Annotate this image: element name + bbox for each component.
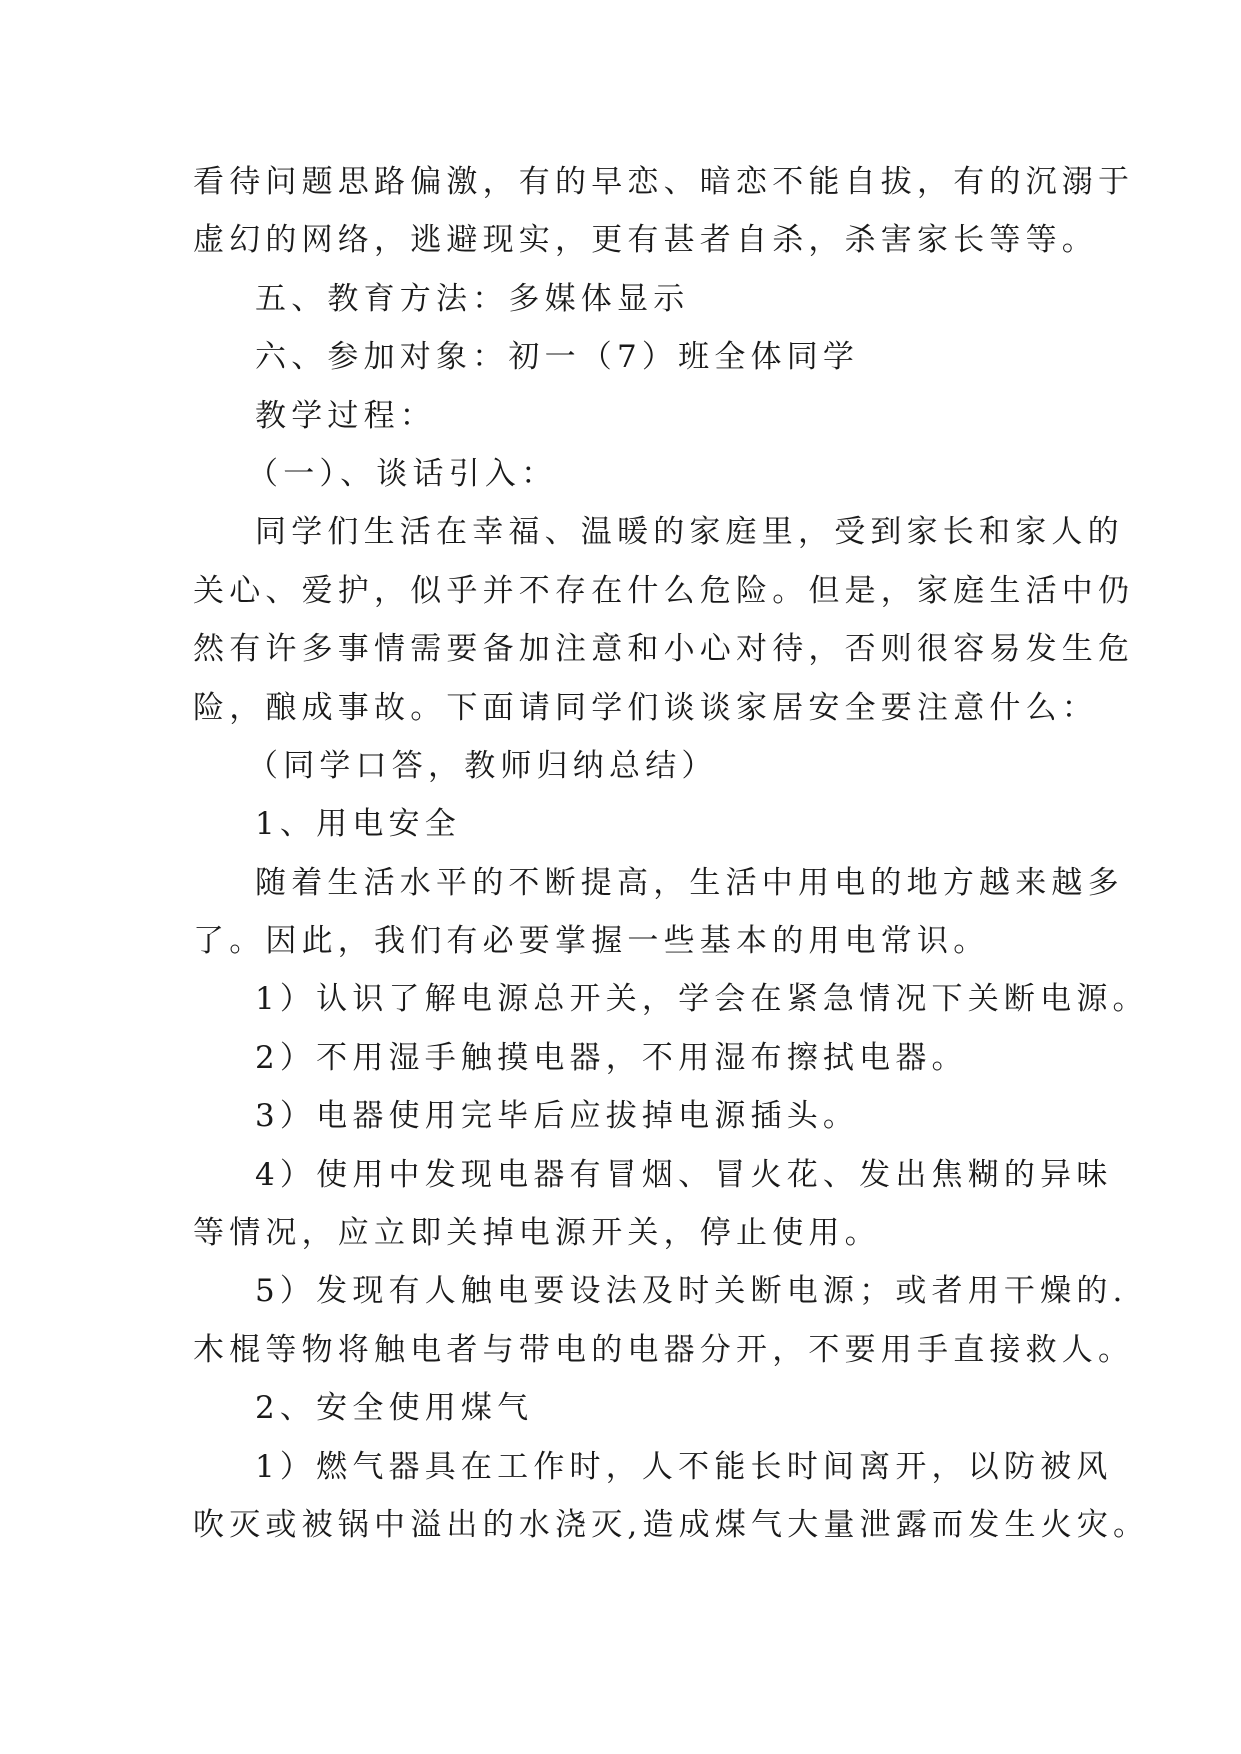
list-item: 1）认识了解电源总开关，学会在紧急情况下关断电源。: [255, 981, 1149, 1018]
paragraph-line: 了。因此，我们有必要掌握一些基本的用电常识。: [193, 923, 990, 960]
item-heading: 1、用电安全: [255, 806, 461, 843]
list-item: 1）燃气器具在工作时，人不能长时间离开，以防被风: [255, 1448, 1113, 1485]
list-item: 3）电器使用完毕后应拔掉电源插头。: [255, 1098, 860, 1135]
document-body: [193, 153, 1150, 1554]
paragraph-line: （同学口答，教师归纳总结）: [247, 747, 718, 784]
item-heading: 2、安全使用煤气: [255, 1390, 534, 1427]
paragraph-line: 随着生活水平的不断提高，生活中用电的地方越来越多: [255, 864, 1124, 901]
section-heading: 教学过程：: [255, 397, 436, 434]
list-item: 5）发现有人触电要设法及时关断电源；或者用干燥的.: [255, 1273, 1128, 1310]
list-item: 2）不用湿手触摸电器，不用湿布擦拭电器。: [255, 1039, 968, 1076]
paragraph-line: 同学们生活在幸福、温暖的家庭里，受到家长和家人的: [255, 514, 1124, 551]
paragraph-line: 关心、爱护，似乎并不存在什么危险。但是，家庭生活中仍: [193, 572, 1135, 609]
section-heading: 五、教育方法：多媒体显示: [255, 280, 690, 317]
paragraph-line: 然有许多事情需要备加注意和小心对待，否则很容易发生危: [193, 631, 1135, 668]
section-heading: 六、参加对象：初一（7）班全体同学: [255, 339, 860, 376]
paragraph-line: 看待问题思路偏激，有的早恋、暗恋不能自拔，有的沉溺于: [193, 164, 1135, 200]
list-item-continuation: 吹灭或被锅中溢出的水浇灭,造成煤气大量泄露而发生火灾。: [193, 1506, 1150, 1543]
list-item-continuation: 木棍等物将触电者与带电的电器分开，不要用手直接救人。: [193, 1331, 1135, 1368]
list-item-continuation: 等情况，应立即关掉电源开关，停止使用。: [193, 1215, 881, 1252]
list-item: 4）使用中发现电器有冒烟、冒火花、发出焦糊的异味: [255, 1156, 1113, 1193]
paragraph-line: 虚幻的网络，逃避现实，更有甚者自杀，杀害家长等等。: [193, 222, 1098, 259]
subsection-heading: （一）、谈话引入：: [247, 455, 558, 492]
paragraph-line: 险，酿成事故。下面请同学们谈谈家居安全要注意什么：: [193, 689, 1098, 726]
